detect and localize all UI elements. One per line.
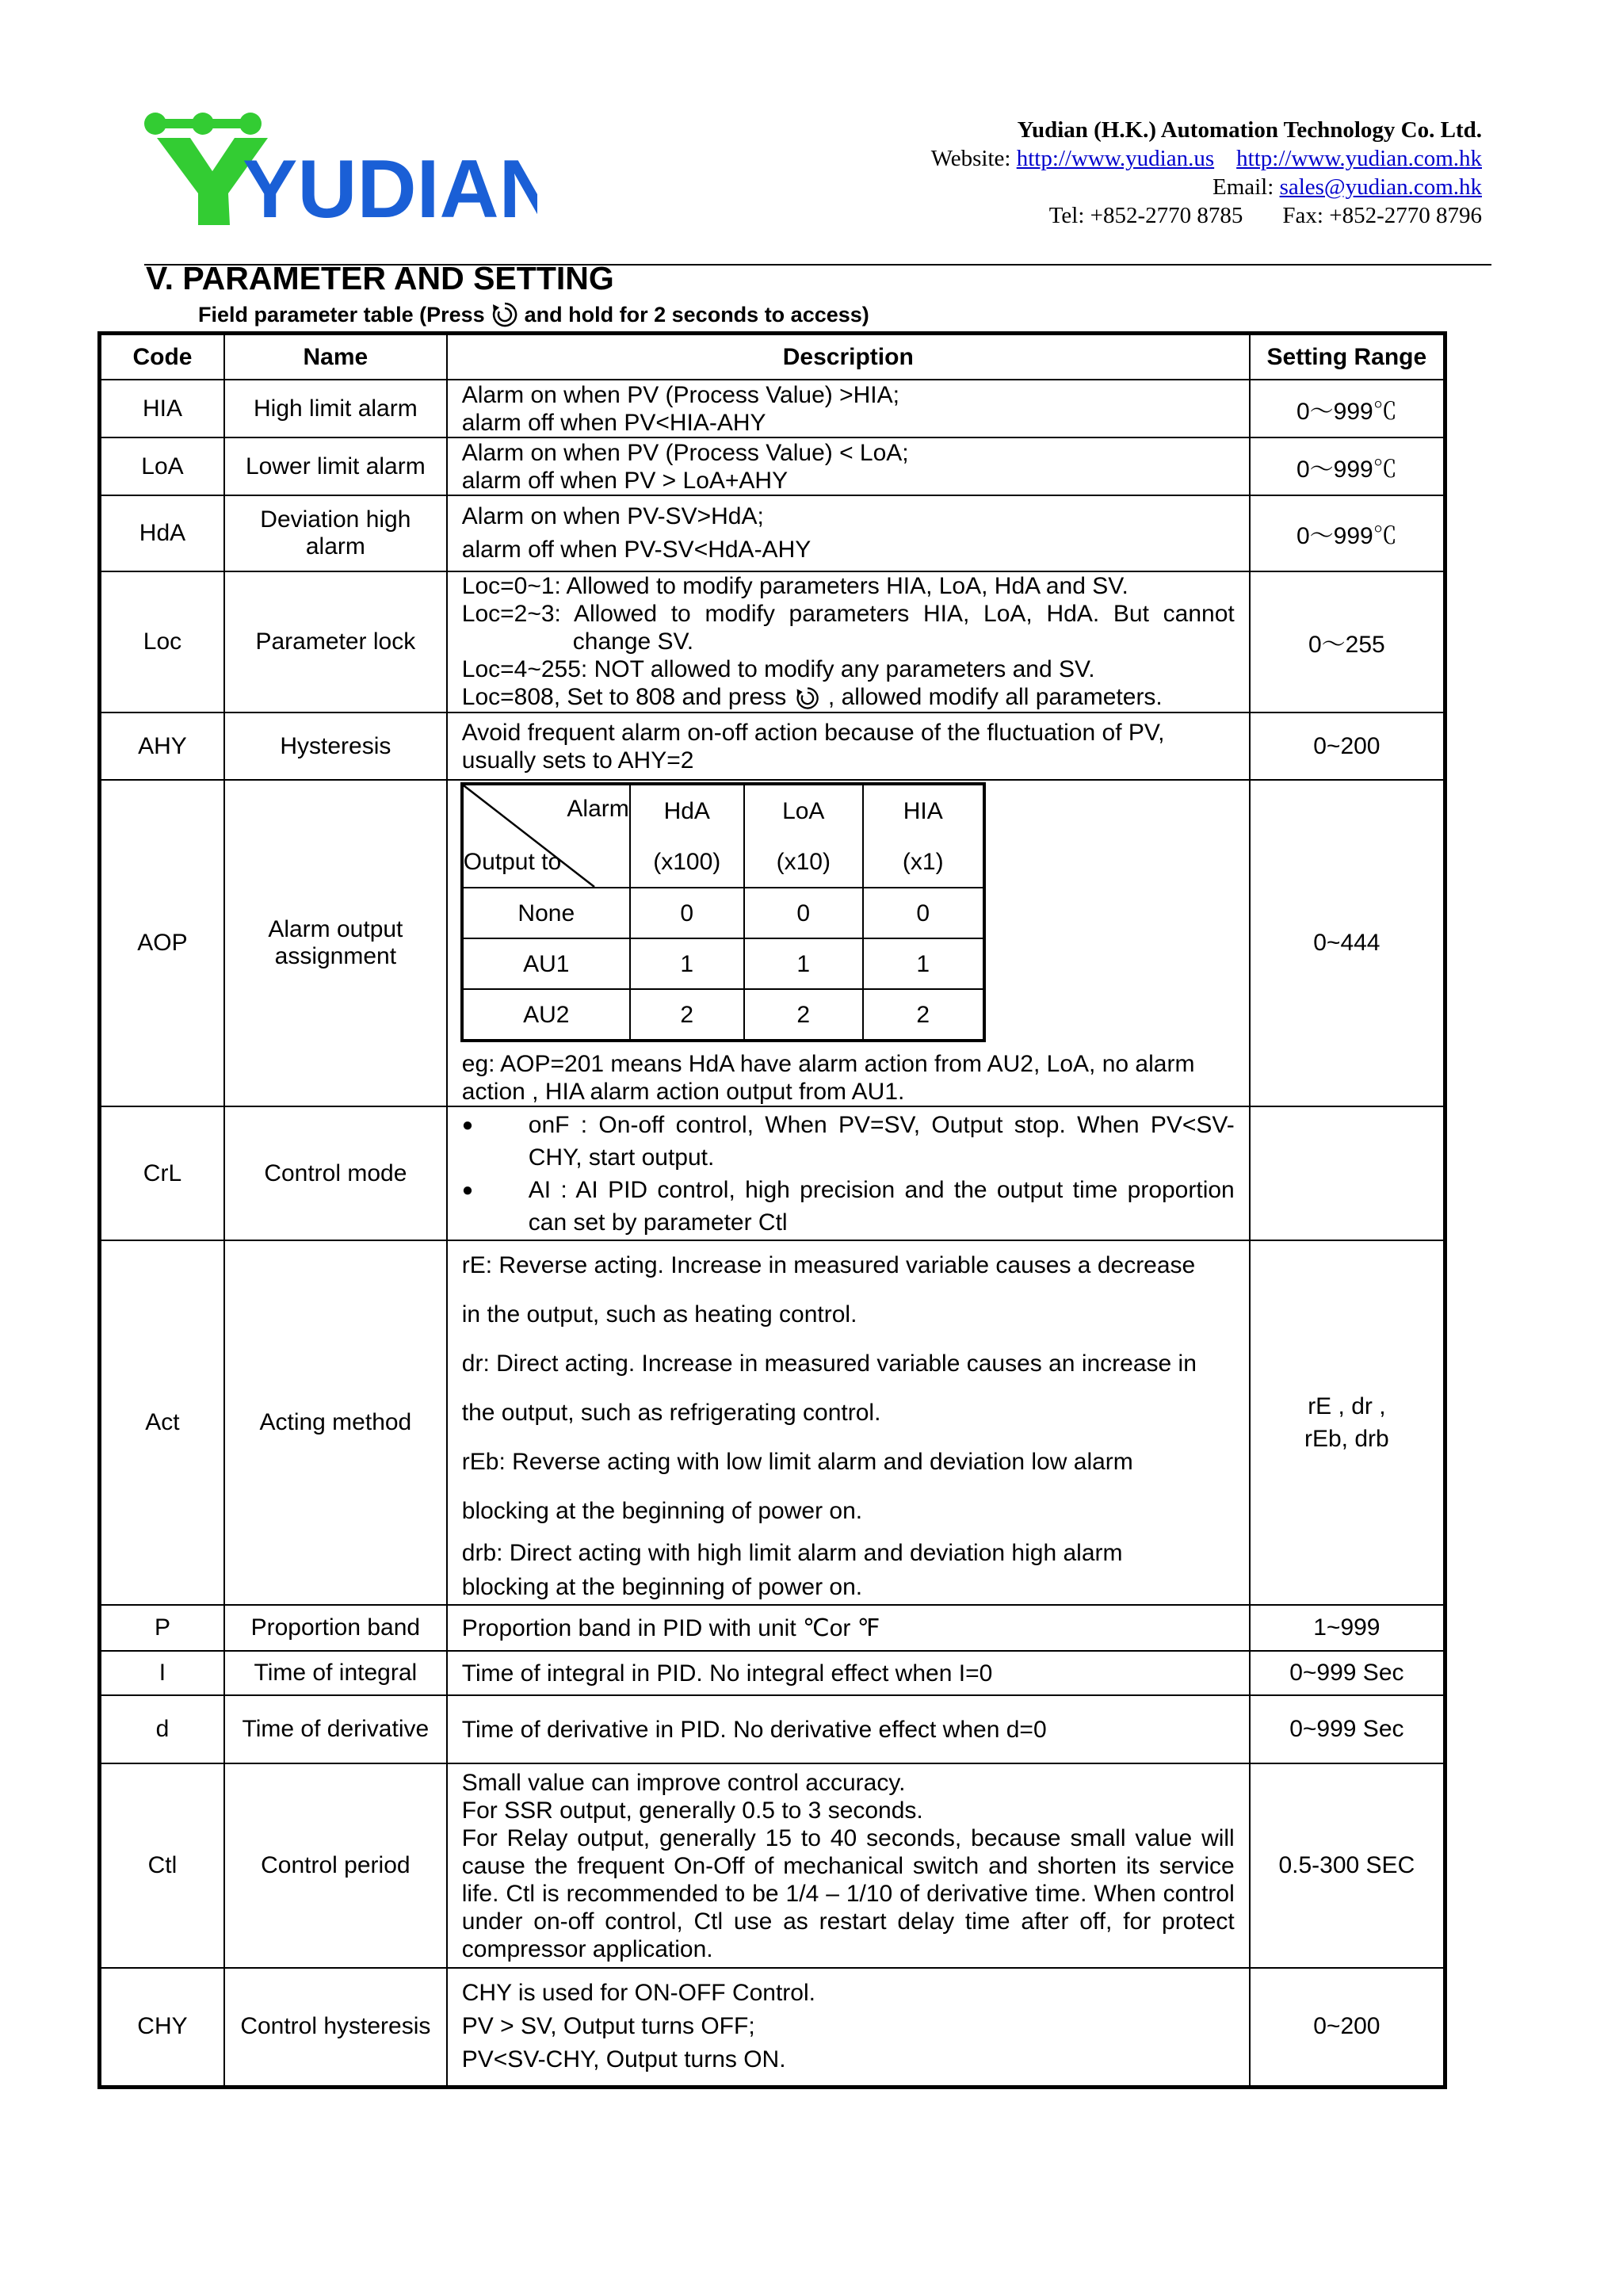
cell-value: 2 — [630, 989, 744, 1041]
code-hia: HIA — [100, 380, 224, 437]
desc-line: Alarm on when PV (Process Value) < LoA; — [461, 439, 909, 466]
table-row — [100, 495, 1445, 571]
name-i: Time of integral — [224, 1651, 447, 1695]
code-d: d — [100, 1695, 224, 1763]
desc-line: Alarm on when PV (Process Value) >HIA; — [461, 381, 899, 408]
code-hda: HdA — [100, 495, 224, 571]
col-multiplier: (x100) — [630, 836, 744, 888]
name-hda: Deviation high alarm — [224, 495, 447, 571]
diagonal-header-cell — [462, 784, 630, 888]
tel: Tel: +852-2770 8785 — [1048, 203, 1243, 228]
range-ahy: 0~200 — [1250, 712, 1445, 780]
cell-value: 1 — [630, 938, 744, 989]
name-p: Proportion band — [224, 1605, 447, 1651]
table-row — [100, 1605, 1445, 1651]
desc-text: Loc=808, Set to 808 and press — [461, 684, 787, 710]
table-row — [100, 1651, 1445, 1695]
desc-line: rE: Reverse acting. Increase in measured variable causes a decrease — [461, 1252, 1196, 1279]
range-line: rE , dr , — [1308, 1393, 1386, 1420]
col-header: LoA — [744, 784, 863, 836]
cell-value: 1 — [744, 938, 863, 989]
desc-line: dr: Direct acting. Increase in measured variable causes an increase in — [461, 1350, 1197, 1377]
col-header: HIA — [863, 784, 984, 836]
desc-line: drb: Direct acting with high limit alarm and deviation high alarm — [461, 1540, 1123, 1567]
table-header-row — [100, 334, 1445, 380]
table-row — [100, 380, 1445, 437]
desc-line: Loc=2~3: Allowed to modify parameters HIA, LoA, HdA. But cannot — [461, 601, 1235, 627]
subtitle-post: and hold for 2 seconds to access) — [524, 302, 869, 327]
subtitle — [198, 300, 869, 330]
desc-d: Time of derivative in PID. No derivative effect when d=0 — [447, 1695, 1250, 1763]
cell-value: 2 — [863, 989, 984, 1041]
desc-text: , allowed modify all parameters. — [827, 684, 1163, 710]
desc-aop — [447, 780, 1250, 1106]
table-row — [100, 1968, 1445, 2087]
company-name: Yudian (H.K.) Automation Technology Co. Ltd. — [1017, 117, 1482, 143]
code-crl: CrL — [100, 1106, 224, 1240]
code-i: I — [100, 1651, 224, 1695]
name-loc: Parameter lock — [224, 571, 447, 712]
range-aop: 0~444 — [1250, 780, 1445, 1106]
col-multiplier: (x10) — [744, 836, 863, 888]
row-label: AU2 — [462, 989, 630, 1041]
desc-ahy — [447, 712, 1250, 780]
desc-ctl — [447, 1763, 1250, 1968]
desc-line: alarm off when PV-SV<HdA-AHY — [461, 537, 812, 563]
table-row — [100, 712, 1445, 780]
fax: Fax: +852-2770 8796 — [1282, 203, 1482, 228]
code-ahy: AHY — [100, 712, 224, 780]
row-label: AU1 — [462, 938, 630, 989]
diag-output-label: Output to — [463, 849, 562, 876]
list-item: ● AI : AI PID control, high precision and the output time proportion can set by parameter Ctl — [462, 1174, 1235, 1239]
rotate-key-icon — [793, 685, 822, 712]
table-row — [100, 571, 1445, 712]
range-d: 0~999 Sec — [1250, 1695, 1445, 1763]
desc-hda — [447, 495, 1250, 571]
table-row — [100, 1106, 1445, 1240]
website-label: Website: — [930, 146, 1011, 171]
name-ahy: Hysteresis — [224, 712, 447, 780]
desc-hia — [447, 380, 1250, 437]
desc-line: Loc=0~1: Allowed to modify parameters HIA, LoA, HdA and SV. — [461, 573, 1128, 599]
row-label: None — [462, 888, 630, 938]
desc-line: the output, such as refrigerating control. — [461, 1400, 881, 1427]
parameter-table — [97, 331, 1447, 2089]
desc-crl — [447, 1106, 1250, 1240]
table-row — [100, 1763, 1445, 1968]
desc-line: action , HIA alarm action output from AU1. — [461, 1079, 905, 1106]
code-chy: CHY — [100, 1968, 224, 2087]
range-i: 0~999 Sec — [1250, 1651, 1445, 1695]
name-crl: Control mode — [224, 1106, 447, 1240]
code-ctl: Ctl — [100, 1763, 224, 1968]
range-ctl: 0.5-300 SEC — [1250, 1763, 1445, 1968]
website-link-hk[interactable]: http://www.yudian.com.hk — [1236, 146, 1482, 171]
desc-line: in the output, such as heating control. — [461, 1301, 857, 1328]
alarm-assignment-table — [460, 782, 986, 1042]
desc-p: Proportion band in PID with unit ℃or ℉ — [447, 1605, 1250, 1651]
range-crl — [1250, 1106, 1445, 1240]
desc-loc — [447, 571, 1250, 712]
desc-line: alarm off when PV<HIA-AHY — [461, 409, 766, 436]
header-code: Code — [100, 334, 224, 380]
cell-value: 0 — [630, 888, 744, 938]
name-loa: Lower limit alarm — [224, 437, 447, 495]
desc-i: Time of integral in PID. No integral effect when I=0 — [447, 1651, 1250, 1695]
range-loa: 0～999℃ — [1250, 437, 1445, 495]
desc-line: eg: AOP=201 means HdA have alarm action from AU2, LoA, no alarm — [461, 1051, 1195, 1078]
range-chy: 0~200 — [1250, 1968, 1445, 2087]
desc-line: For SSR output, generally 0.5 to 3 seconds. — [461, 1797, 923, 1824]
cell-value: 2 — [744, 989, 863, 1041]
desc-line: blocking at the beginning of power on. — [461, 1498, 863, 1525]
code-loa: LoA — [100, 437, 224, 495]
desc-line: CHY is used for ON-OFF Control. — [461, 1980, 815, 2007]
rotate-key-icon — [490, 300, 520, 330]
name-hia: High limit alarm — [224, 380, 447, 437]
desc-line: For Relay output, generally 15 to 40 seconds, because small value will cause the frequent On-Off of mechanical switch and shorten its service life. Ctl is recommended to be 1/4 – 1/10 of derivative time. When control under on-off control, Ctl use as restart delay time after off, for protect compressor application. — [461, 1824, 1235, 1962]
table-row — [100, 437, 1445, 495]
range-hia: 0～999℃ — [1250, 380, 1445, 437]
col-multiplier: (x1) — [863, 836, 984, 888]
section-title: V. PARAMETER AND SETTING — [146, 260, 614, 296]
desc-line: change SV. — [572, 628, 694, 655]
desc-line: Avoid frequent alarm on-off action because of the fluctuation of PV, — [461, 719, 1165, 746]
name-act: Acting method — [224, 1240, 447, 1605]
desc-line: rEb: Reverse acting with low limit alarm and deviation low alarm — [461, 1449, 1133, 1476]
header-range: Setting Range — [1250, 334, 1445, 380]
name-ctl: Control period — [224, 1763, 447, 1968]
desc-line: PV > SV, Output turns OFF; — [461, 2013, 755, 2040]
desc-loa — [447, 437, 1250, 495]
code-p: P — [100, 1605, 224, 1651]
desc-line — [462, 683, 1235, 712]
email-link[interactable]: sales@yudian.com.hk — [1279, 174, 1482, 200]
code-loc: Loc — [100, 571, 224, 712]
yudian-logo — [141, 106, 537, 233]
desc-line: Loc=4~255: NOT allowed to modify any parameters and SV. — [461, 656, 1095, 682]
desc-line: Alarm on when PV-SV>HdA; — [461, 503, 764, 529]
range-p: 1~999 — [1250, 1605, 1445, 1651]
desc-act — [447, 1240, 1250, 1605]
table-row — [100, 1695, 1445, 1763]
name-d: Time of derivative — [224, 1695, 447, 1763]
desc-line: Small value can improve control accuracy. — [461, 1769, 906, 1796]
list-item: ● onF : On-off control, When PV=SV, Output stop. When PV<SV-CHY, start output. — [462, 1109, 1235, 1174]
subtitle-pre: Field parameter table (Press — [198, 302, 485, 327]
table-row — [100, 780, 1445, 1106]
header-description: Description — [447, 334, 1250, 380]
desc-line: alarm off when PV > LoA+AHY — [461, 467, 789, 494]
diag-alarm-label: Alarm — [567, 796, 629, 823]
range-hda: 0～999℃ — [1250, 495, 1445, 571]
code-aop: AOP — [100, 780, 224, 1106]
logo-text: YUDIAN — [242, 143, 537, 233]
name-chy: Control hysteresis — [224, 1968, 447, 2087]
cell-value: 1 — [863, 938, 984, 989]
table-row — [100, 1240, 1445, 1605]
header-name: Name — [224, 334, 447, 380]
code-act: Act — [100, 1240, 224, 1605]
cell-value: 0 — [863, 888, 984, 938]
desc-line: PV<SV-CHY, Output turns ON. — [461, 2046, 786, 2073]
name-aop: Alarm output assignment — [224, 780, 447, 1106]
range-act — [1250, 1240, 1445, 1605]
range-line: rEb, drb — [1304, 1426, 1389, 1453]
email-label: Email: — [1212, 174, 1274, 200]
col-header: HdA — [630, 784, 744, 836]
cell-value: 0 — [744, 888, 863, 938]
desc-chy — [447, 1968, 1250, 2087]
desc-line: usually sets to AHY=2 — [461, 747, 694, 774]
company-info — [931, 116, 1482, 230]
website-link-us[interactable]: http://www.yudian.us — [1016, 146, 1215, 171]
desc-line: blocking at the beginning of power on. — [461, 1574, 863, 1601]
range-loc: 0～255 — [1250, 571, 1445, 712]
